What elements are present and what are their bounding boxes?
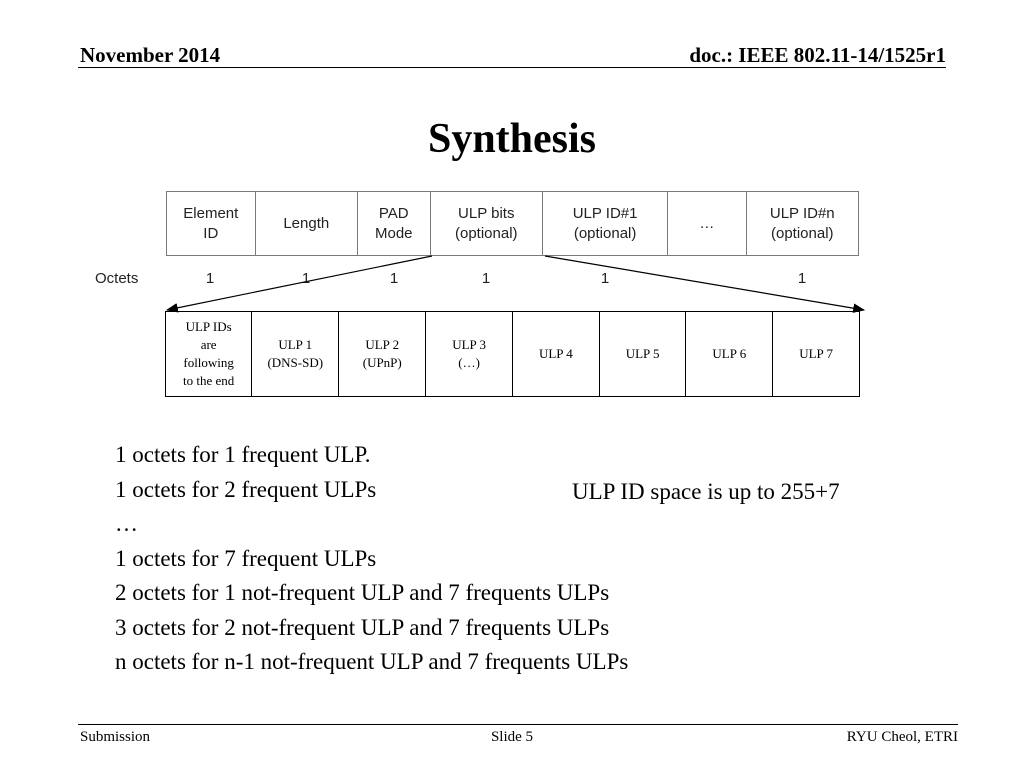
octet-count-ulp-id-1: 1 <box>600 270 610 287</box>
ulp-bit-ids-following: ULP IDs are following to the end <box>166 312 252 397</box>
field-ellipsis: … <box>668 192 746 256</box>
octet-count-element-id: 1 <box>205 270 215 287</box>
octet-count-pad-mode: 1 <box>389 270 399 287</box>
rule-line: 1 octets for 2 frequent ULPs <box>115 476 377 502</box>
octet-count-ulp-bits: 1 <box>481 270 491 287</box>
footer-divider <box>78 724 958 725</box>
ulp-bit-7: ULP 7 <box>773 312 860 397</box>
slide-title: Synthesis <box>427 116 597 162</box>
ulp-bit-6: ULP 6 <box>686 312 773 397</box>
rule-line: 1 octets for 7 frequent ULPs <box>115 545 377 571</box>
rule-line: 1 octets for 1 frequent ULP. <box>115 442 371 467</box>
octet-count-ulp-id-n: 1 <box>797 270 807 287</box>
expansion-arrow-left <box>167 256 432 310</box>
ulp-bit-1: ULP 1 (DNS-SD) <box>252 312 339 397</box>
rule-line: n octets for n-1 not-frequent ULP and 7 frequents ULPs <box>115 649 629 674</box>
octet-count-length: 1 <box>301 270 311 287</box>
field-ulp-id-n: ULP ID#n (optional) <box>746 192 858 256</box>
field-pad-mode: PAD Mode <box>357 192 430 256</box>
octet-rules-list <box>115 438 628 680</box>
header-doc-id: doc.: IEEE 802.11-14/1525r1 <box>689 43 946 67</box>
ulp-bitmap-table <box>165 311 860 397</box>
ulp-bit-4: ULP 4 <box>513 312 600 397</box>
ulp-bit-3: ULP 3 (…) <box>426 312 513 397</box>
field-ulp-id-1: ULP ID#1 (optional) <box>542 192 667 256</box>
ulp-bit-5: ULP 5 <box>599 312 686 397</box>
field-ulp-bits: ULP bits (optional) <box>430 192 542 256</box>
footer-author: RYU Cheol, ETRI <box>846 729 958 745</box>
expansion-arrow-right <box>545 256 864 310</box>
footer-slide-number: Slide 5 <box>490 729 534 745</box>
ulp-id-space-note: ULP ID space is up to 255+7 <box>572 479 840 504</box>
octets-label: Octets <box>95 270 139 287</box>
rule-line: 3 octets for 2 not-frequent ULP and 7 frequents ULPs <box>115 614 610 640</box>
header-date: November 2014 <box>80 43 221 67</box>
rule-line: … <box>115 511 138 536</box>
field-element-id: Element ID <box>167 192 256 256</box>
footer-submission: Submission <box>80 729 151 745</box>
rule-line: 2 octets for 1 not-frequent ULP and 7 frequents ULPs <box>115 580 610 605</box>
ulp-bit-2: ULP 2 (UPnP) <box>339 312 426 397</box>
field-length: Length <box>255 192 357 256</box>
